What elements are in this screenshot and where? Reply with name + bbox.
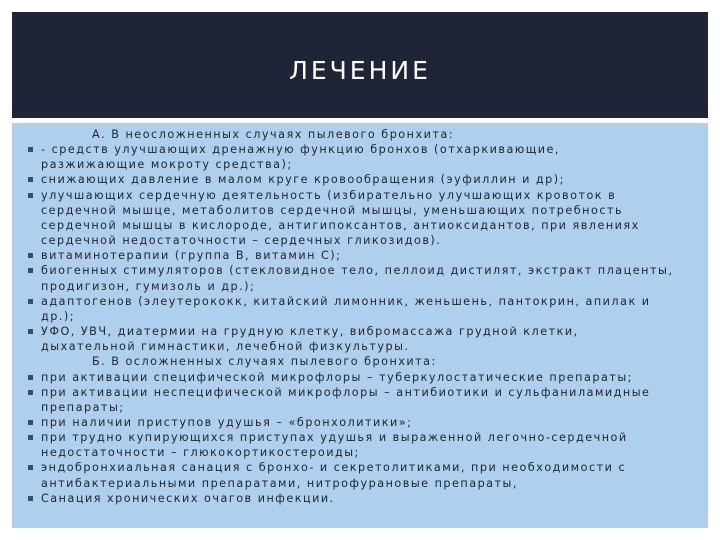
section-heading	[12, 354, 708, 369]
line-text: витаминотерапии (группа В, витамин С);	[41, 249, 342, 263]
line-text: А. В неосложненных случаях пылевого бронхита:	[92, 128, 454, 141]
square-bullet-icon	[28, 420, 33, 425]
list-item-line	[12, 385, 708, 400]
list-item-line	[12, 445, 708, 460]
line-text: снижающих давление в малом круге кровообращения (эуфиллин и др);	[41, 173, 565, 187]
square-bullet-icon	[28, 465, 33, 470]
line-text: биогенных стимуляторов (стекловидное тело, пеллоид дистилят, экстракт плаценты,	[41, 264, 674, 278]
list-item-line	[12, 218, 708, 233]
list-item-line	[12, 476, 708, 491]
line-text: при активации неспецифической микрофлоры – антибиотики и сульфаниламидные	[41, 385, 651, 399]
line-text: Санация хронических очагов инфекции.	[41, 491, 335, 505]
line-text: продигизон, гумизоль и др.);	[41, 279, 256, 293]
line-text: УФО, УВЧ, диатермии на грудную клетку, вибромассажа грудной клетки,	[41, 325, 579, 339]
square-bullet-icon	[28, 329, 33, 334]
line-text: др.);	[41, 309, 76, 323]
line-text: при активации специфической микрофлоры – туберкулостатические препараты;	[41, 370, 633, 384]
slide-title: ЛЕЧЕНИЕ	[289, 56, 431, 85]
line-text: Б. В осложненных случаях пылевого бронхита:	[92, 355, 437, 369]
list-item-line	[12, 157, 708, 172]
list-item-line	[12, 203, 708, 218]
line-text: при наличии приступов удушья – «бронхолитики»;	[41, 415, 413, 429]
list-item-line	[12, 370, 708, 385]
square-bullet-icon	[28, 375, 33, 380]
line-text: эндобронхиальная санация с бронхо- и секретолитиками, при необходимости с	[41, 461, 627, 475]
line-text: улучшающих сердечную деятельность (избирательно улучшающих кровоток в	[41, 188, 617, 202]
square-bullet-icon	[28, 496, 33, 501]
line-text: - средств улучшающих дренажную функцию бронхов (отхаркивающие,	[41, 143, 560, 157]
square-bullet-icon	[28, 435, 33, 440]
square-bullet-icon	[28, 390, 33, 395]
list-item-line	[12, 142, 708, 157]
section-heading	[12, 127, 708, 142]
line-text: дыхательной гимнастики, лечебной физкультуры.	[41, 340, 410, 354]
square-bullet-icon	[28, 268, 33, 273]
line-text: сердечной мышце, метаболитов сердечной мышцы, уменьшающих потребность	[41, 203, 624, 217]
list-item-line	[12, 188, 708, 203]
line-text: сердечной мышцы в кислороде, антигипоксантов, антиоксидантов, при явлениях	[41, 218, 640, 232]
list-item-line	[12, 233, 708, 248]
line-text: антибактериальными препаратами, нитрофурановые препараты,	[41, 476, 518, 490]
list-item-line	[12, 400, 708, 415]
list-item-line	[12, 172, 708, 187]
list-item-line	[12, 279, 708, 294]
square-bullet-icon	[28, 299, 33, 304]
square-bullet-icon	[28, 253, 33, 258]
line-text: при трудно купирующихся приступах удушья и выраженной легочно-сердечной	[41, 431, 628, 445]
list-item-line	[12, 430, 708, 445]
square-bullet-icon	[28, 177, 33, 182]
list-item-line	[12, 309, 708, 324]
text-lines	[12, 127, 708, 506]
line-text: сердечной недостаточности – сердечных гликозидов).	[41, 234, 442, 248]
list-item-line	[12, 294, 708, 309]
list-item-line	[12, 491, 708, 506]
square-bullet-icon	[28, 193, 33, 198]
list-item-line	[12, 415, 708, 430]
line-text: разжижающие мокроту средства);	[41, 158, 293, 172]
list-item-line	[12, 460, 708, 475]
content-panel	[12, 123, 708, 528]
line-text: недостаточности – глюкокортикостероиды;	[41, 446, 360, 460]
line-text: адаптогенов (элеутерококк, китайский лимонник, женьшень, пантокрин, апилак и	[41, 294, 651, 308]
list-item-line	[12, 339, 708, 354]
square-bullet-icon	[28, 147, 33, 152]
line-text: препараты;	[41, 400, 125, 414]
list-item-line	[12, 263, 708, 278]
list-item-line	[12, 248, 708, 263]
list-item-line	[12, 324, 708, 339]
